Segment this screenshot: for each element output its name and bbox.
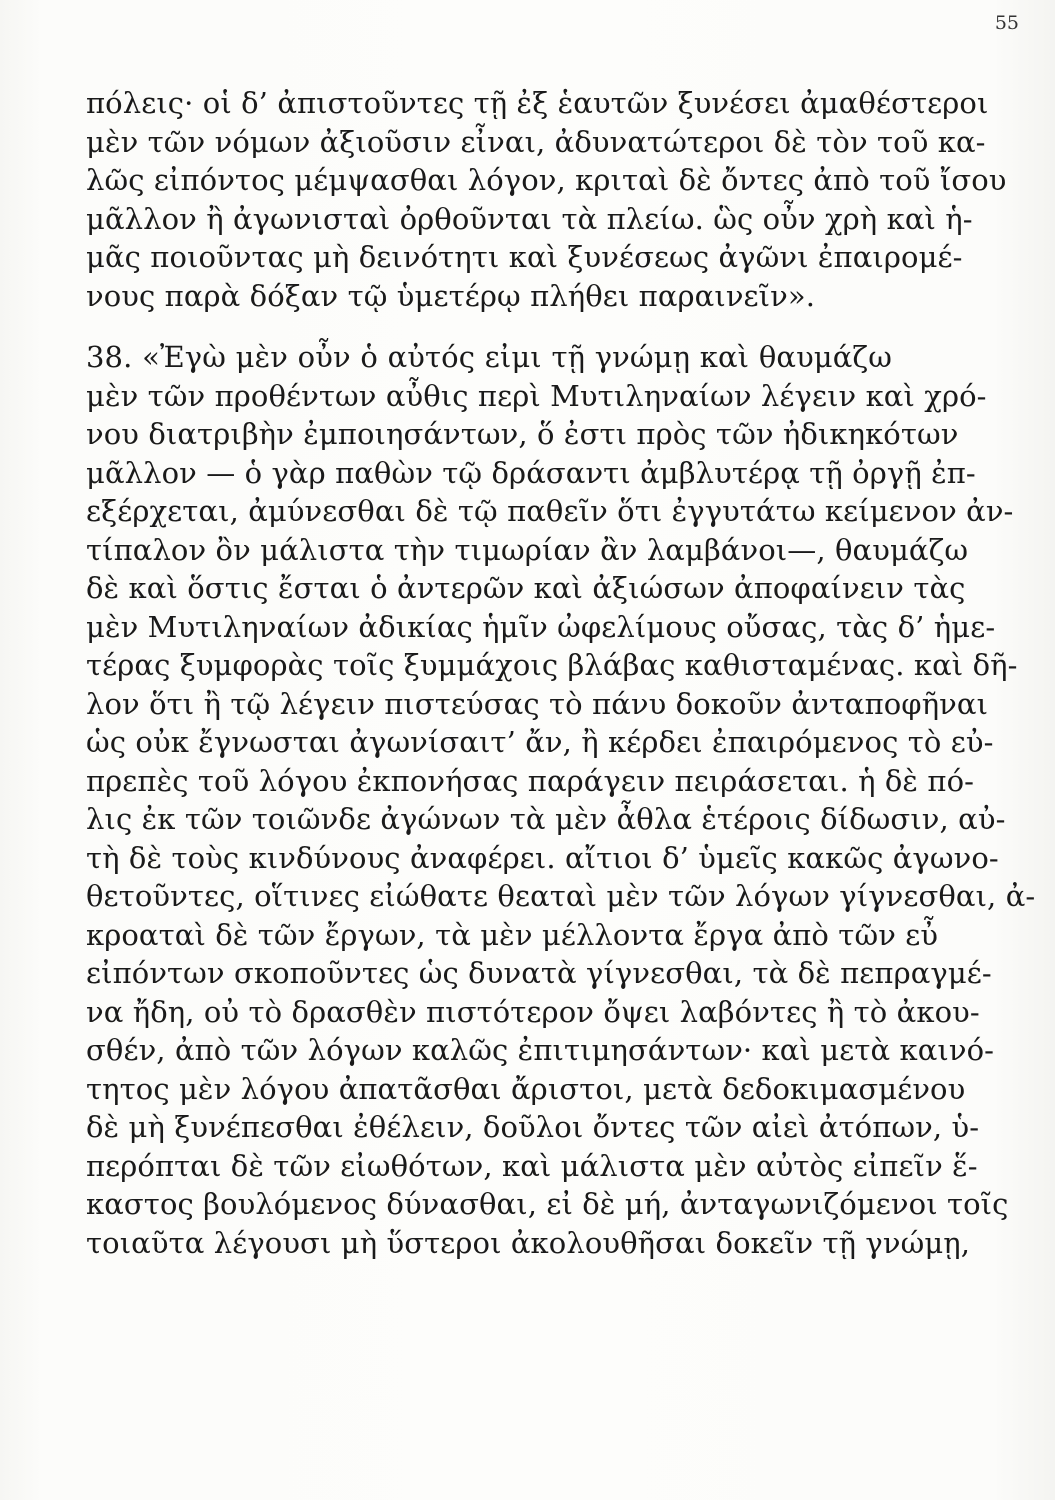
text-line: σθέν, ἀπὸ τῶν λόγων καλῶς ἐπιτιμησάντων· καὶ μετὰ καινό-: [86, 1033, 995, 1067]
text-line: μὲν τῶν προθέντων αὖθις περὶ Μυτιληναίων λέγειν καὶ χρό-: [86, 378, 987, 413]
text-line: μὲν Μυτιληναίων ἀδικίας ἡμῖν ὠφελίμους οὔσας, τὰς δ’ ἡμε-: [86, 609, 996, 644]
text-line: νου διατριβὴν ἐμποιησάντων, ὅ ἐστι πρὸς τῶν ἠδικηκότων: [86, 417, 959, 451]
text-line: 38. «Ἐγὼ μὲν οὖν ὁ αὐτός εἰμι τῇ γνώμῃ καὶ θαυμάζω: [86, 340, 892, 374]
body-text: [86, 84, 1036, 1262]
text-line: δὲ καὶ ὅστις ἔσται ὁ ἀντερῶν καὶ ἀξιώσων ἀποφαίνειν τὰς: [86, 571, 966, 605]
text-line: να ἤδη, οὐ τὸ δρασθὲν πιστότερον ὄψει λαβόντες ἢ τὸ ἀκου-: [86, 994, 980, 1029]
paragraph-1: [86, 84, 1007, 315]
text-line: μᾶλλον ἢ ἀγωνισταὶ ὀρθοῦνται τὰ πλείω. ὣς οὖν χρὴ καὶ ἡ-: [86, 201, 973, 236]
text-line: περόπται δὲ τῶν εἰωθότων, καὶ μάλιστα μὲν αὐτὸς εἰπεῖν ἕ-: [86, 1148, 978, 1183]
text-line: μᾶλλον — ὁ γὰρ παθὼν τῷ δράσαντι ἀμβλυτέρᾳ τῇ ὀργῇ ἐπ-: [86, 455, 976, 490]
text-line: τοιαῦτα λέγουσι μὴ ὕστεροι ἀκολουθῆσαι δοκεῖν τῇ γνώμῃ,: [86, 1225, 971, 1260]
text-line: κροαταὶ δὲ τῶν ἔργων, τὰ μὲν μέλλοντα ἔργα ἀπὸ τῶν εὖ: [86, 917, 939, 952]
text-line: θετοῦντες, οἵτινες εἰώθατε θεαταὶ μὲν τῶν λόγων γίγνεσθαι, ἀ-: [86, 879, 1036, 913]
text-line: μᾶς ποιοῦντας μὴ δεινότητι καὶ ξυνέσεως ἀγῶνι ἐπαιρομέ-: [86, 240, 963, 274]
text-line: εξέρχεται, ἀμύνεσθαι δὲ τῷ παθεῖν ὅτι ἐγγυτάτω κείμενον ἀν-: [86, 494, 1014, 528]
text-line: τίπαλον ὂν μάλιστα τὴν τιμωρίαν ἂν λαμβάνοι—, θαυμάζω: [86, 532, 969, 567]
text-line: λῶς εἰπόντος μέμψασθαι λόγον, κριταὶ δὲ ὄντες ἀπὸ τοῦ ἴσου: [86, 163, 1007, 197]
text-line: πρεπὲς τοῦ λόγου ἐκπονήσας παράγειν πειράσεται. ἡ δὲ πό-: [86, 763, 975, 798]
text-line: τέρας ξυμφορὰς τοῖς ξυμμάχοις βλάβας καθισταμένας. καὶ δῆ-: [86, 648, 1018, 682]
text-line: τὴ δὲ τοὺς κινδύνους ἀναφέρει. αἴτιοι δ’ ὑμεῖς κακῶς ἀγωνο-: [86, 840, 999, 875]
text-line: ὡς οὐκ ἔγνωσται ἀγωνίσαιτ’ ἄν, ἢ κέρδει ἐπαιρόμενος τὸ εὐ-: [86, 725, 994, 759]
text-line: δὲ μὴ ξυνέπεσθαι ἐθέλειν, δοῦλοι ὄντες τῶν αἰεὶ ἀτόπων, ὑ-: [86, 1110, 980, 1144]
text-line: τητος μὲν λόγου ἀπατᾶσθαι ἄριστοι, μετὰ δεδοκιμασμένου: [86, 1071, 966, 1106]
page-number: 55: [994, 12, 1019, 34]
text-line: λις ἐκ τῶν τοιῶνδε ἀγώνων τὰ μὲν ἆθλα ἑτέροις δίδωσιν, αὐ-: [86, 802, 1006, 836]
text-line: μὲν τῶν νόμων ἀξιοῦσιν εἶναι, ἀδυνατώτεροι δὲ τὸν τοῦ κα-: [86, 124, 986, 159]
text-line: λον ὅτι ἢ τῷ λέγειν πιστεύσας τὸ πάνυ δοκοῦν ἀνταποφῆναι: [86, 686, 989, 721]
text-line: καστος βουλόμενος δύνασθαι, εἰ δὲ μή, ἀνταγωνιζόμενοι τοῖς: [86, 1187, 1009, 1221]
text-line: εἰπόντων σκοποῦντες ὡς δυνατὰ γίγνεσθαι, τὰ δὲ πεπραγμέ-: [86, 956, 992, 990]
paragraph-2: [86, 338, 1036, 1262]
text-line: πόλεις· οἱ δ’ ἀπιστοῦντες τῇ ἐξ ἑαυτῶν ξυνέσει ἀμαθέστεροι: [86, 86, 989, 120]
text-line: νους παρὰ δόξαν τῷ ὑμετέρῳ πλήθει παραινεῖν».: [86, 278, 816, 313]
